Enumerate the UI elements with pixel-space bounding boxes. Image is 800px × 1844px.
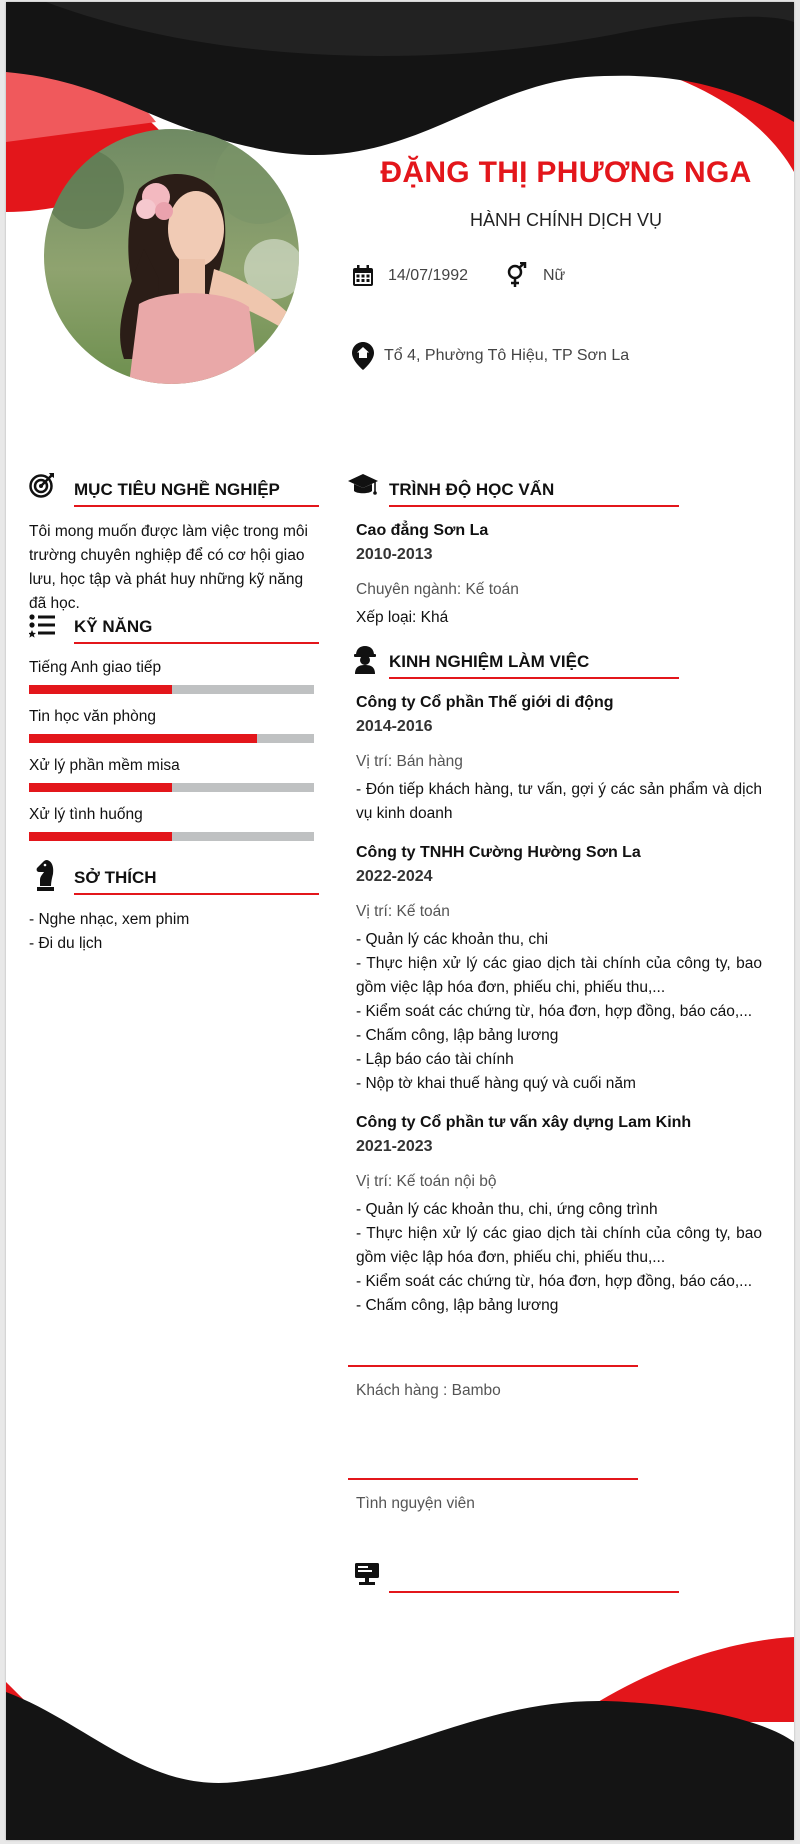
target-icon (29, 472, 55, 498)
job-duties (356, 1198, 762, 1318)
experience-title: KINH NGHIỆM LÀM VIỆC (389, 652, 590, 671)
gender-icon (504, 262, 528, 288)
list-item: - Thực hiện xử lý các giao dịch tài chính của công ty, bao gồm việc lập hóa đơn, phiếu chi, phiếu thu,... (356, 1225, 762, 1266)
list-icon (29, 614, 55, 638)
objective-title: MỤC TIÊU NGHỀ NGHIỆP (74, 480, 280, 499)
skill-bar-fill (29, 685, 172, 694)
job-duties (356, 778, 762, 826)
address-text: Tổ 4, Phường Tô Hiệu, TP Sơn La (384, 347, 630, 364)
list-item: - Quản lý các khoản thu, chi (356, 931, 549, 948)
education-title-underline (389, 505, 679, 507)
worker-icon (353, 646, 377, 674)
section-divider (348, 1478, 638, 1480)
calendar-icon (352, 265, 374, 287)
job-years: 2021-2023 (356, 1138, 433, 1155)
volunteer-text: Tình nguyện viên (356, 1495, 475, 1512)
avatar-photo (44, 129, 299, 384)
gender-text: Nữ (543, 267, 566, 284)
skill-bar-fill (29, 832, 172, 841)
job-years: 2022-2024 (356, 868, 433, 885)
skill-bar-fill (29, 734, 257, 743)
job-company: Công ty Cổ phần tư vấn xây dựng Lam Kinh (356, 1114, 692, 1131)
list-item: - Đón tiếp khách hàng, tư vấn, gợi ý các sản phẩm và dịch vụ kinh doanh (356, 781, 762, 822)
job-position: Vị trí: Kế toán (356, 903, 450, 920)
job-position: Vị trí: Kế toán nội bộ (356, 1173, 497, 1190)
hobbies-title-underline (74, 893, 319, 895)
education-title: TRÌNH ĐỘ HỌC VẤN (389, 480, 555, 499)
job-company: Công ty Cổ phần Thế giới di động (356, 694, 614, 711)
skill-bar (29, 832, 314, 841)
section-divider (348, 1365, 638, 1367)
skill-label: Xử lý tình huống (29, 806, 143, 823)
chess-knight-icon (35, 860, 55, 892)
candidate-name: ĐẶNG THỊ PHƯƠNG NGA (380, 156, 752, 189)
graduation-cap-icon (348, 472, 378, 498)
list-item: - Kiểm soát các chứng từ, hóa đơn, hợp đồng, báo cáo,... (356, 1273, 753, 1290)
list-item: - Nghe nhạc, xem phim (29, 911, 190, 928)
education-major: Chuyên ngành: Kế toán (356, 581, 519, 598)
list-item: - Chấm công, lập bảng lương (356, 1027, 559, 1044)
cv-page (6, 2, 794, 1840)
objective-text: Tôi mong muốn được làm việc trong môi trường chuyên nghiệp để có cơ hội giao lưu, học tập và phát huy những kỹ năng đã học. (29, 523, 308, 612)
section-divider (389, 1591, 679, 1593)
job-duties (356, 928, 762, 1096)
list-item: - Lập báo cáo tài chính (356, 1051, 514, 1068)
job-years: 2014-2016 (356, 718, 433, 735)
customer-text: Khách hàng : Bambo (356, 1382, 501, 1399)
hobbies-list (29, 908, 319, 956)
bottom-black-wave (6, 1692, 794, 1840)
list-item: - Quản lý các khoản thu, chi, ứng công trình (356, 1201, 658, 1218)
objective-title-underline (74, 505, 319, 507)
job-title: HÀNH CHÍNH DỊCH VỤ (469, 210, 662, 230)
avatar (44, 129, 299, 384)
skill-bar (29, 734, 314, 743)
list-item: - Đi du lịch (29, 935, 103, 952)
list-item: - Chấm công, lập bảng lương (356, 1297, 559, 1314)
birthday-text: 14/07/1992 (388, 267, 469, 284)
skill-bar (29, 783, 314, 792)
education-rank: Xếp loại: Khá (356, 609, 449, 626)
skill-label: Xử lý phần mềm misa (29, 757, 180, 774)
skills-title-underline (74, 642, 319, 644)
skills-title: KỸ NĂNG (74, 617, 153, 636)
list-item: - Thực hiện xử lý các giao dịch tài chính của công ty, bao gồm việc lập hóa đơn, phiếu chi, phiếu thu,... (356, 955, 762, 996)
education-years: 2010-2013 (356, 546, 433, 563)
education-school: Cao đẳng Sơn La (356, 522, 489, 539)
skill-bar-fill (29, 783, 172, 792)
hobbies-title: SỞ THÍCH (74, 868, 157, 887)
job-company: Công ty TNHH Cường Hường Sơn La (356, 844, 641, 861)
computer-icon (354, 1562, 380, 1586)
list-item: - Kiểm soát các chứng từ, hóa đơn, hợp đồng, báo cáo,... (356, 1003, 753, 1020)
list-item: - Nộp tờ khai thuế hàng quý và cuối năm (356, 1075, 636, 1092)
location-pin-icon (352, 342, 374, 370)
skill-bar (29, 685, 314, 694)
skill-label: Tiếng Anh giao tiếp (29, 659, 162, 676)
experience-title-underline (389, 677, 679, 679)
skill-label: Tin học văn phòng (29, 708, 156, 725)
job-position: Vị trí: Bán hàng (356, 753, 463, 770)
